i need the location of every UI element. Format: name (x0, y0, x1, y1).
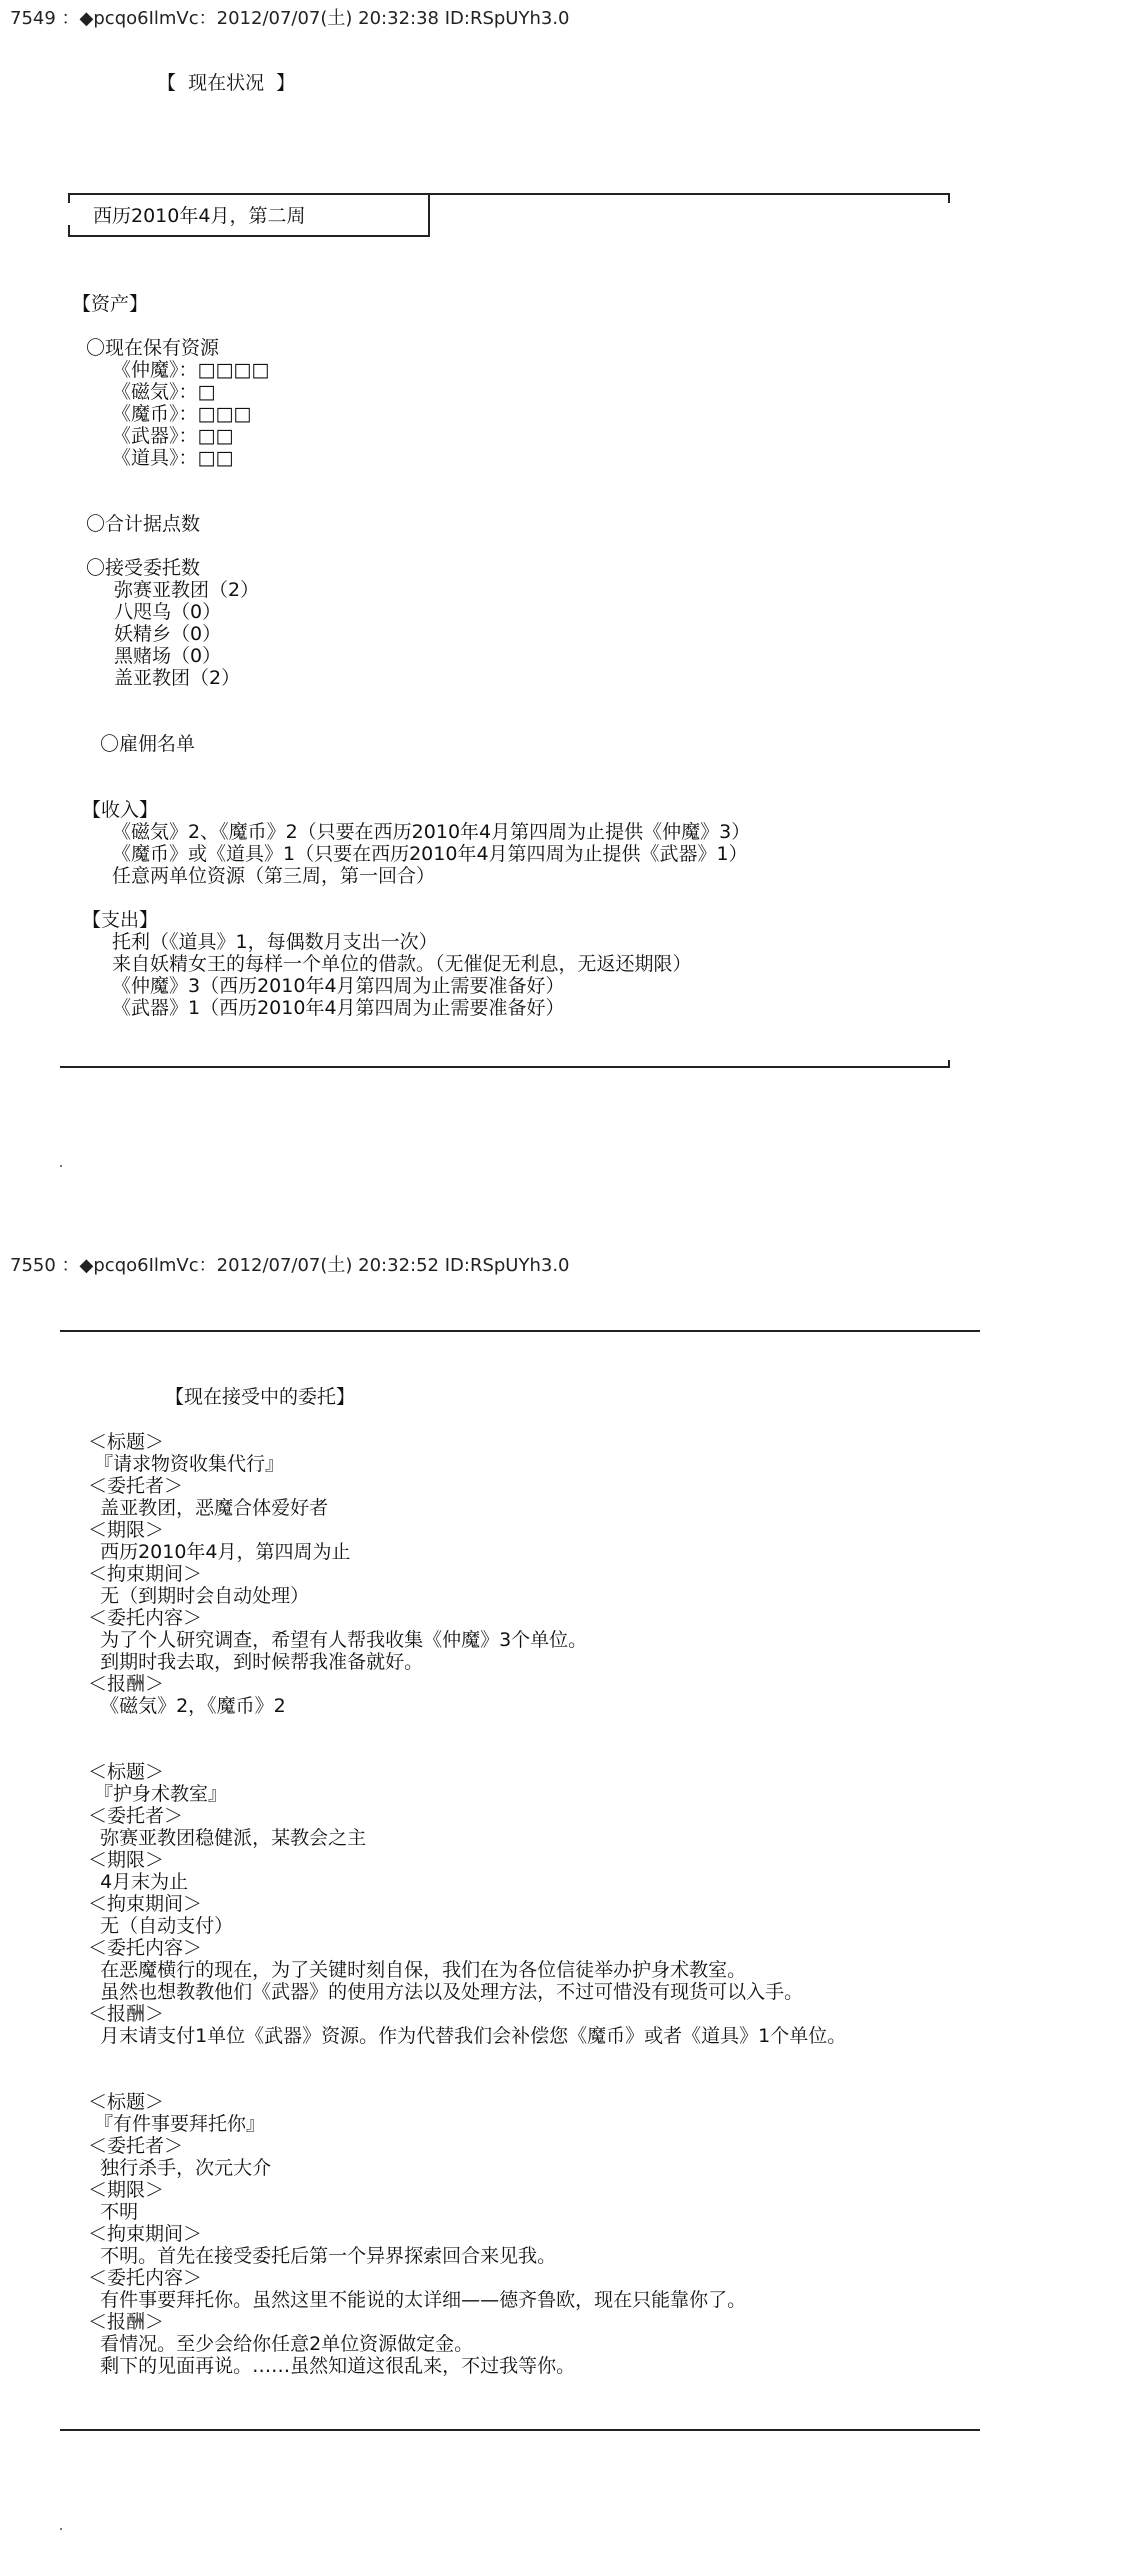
bottom-rule (60, 2429, 980, 2431)
assets-heading: 【资产】 (72, 293, 149, 315)
expense-line: 《仲魔》3（西历2010年4月第四周为止需要准备好） (112, 975, 565, 997)
request-field-label: ＜标题＞ (88, 2091, 165, 2113)
request-field-value: 《磁気》2，《魔币》2 (88, 1695, 286, 1717)
request-field-label: ＜拘束期间＞ (88, 2223, 203, 2245)
frame-left-tick (68, 193, 70, 203)
request-field-label: ＜标题＞ (88, 1761, 165, 1783)
expense-line: 来自妖精女王的每样一个单位的借款。（无催促无利息，无返还期限） (112, 953, 692, 975)
request-field-label: ＜期限＞ (88, 1519, 165, 1541)
accepted-item: 黑赌场（0） (114, 645, 222, 667)
accepted-item: 弥赛亚教团（2） (114, 579, 260, 601)
request-field-label: ＜委托者＞ (88, 2135, 184, 2157)
date-box-text: 西历2010年4月，第二周 (93, 205, 306, 227)
request-field-value: 无（到期时会自动处理） (88, 1585, 310, 1607)
request-field-label: ＜标题＞ (88, 1431, 165, 1453)
request-field-value: 有件事要拜托你。虽然这里不能说的太详细——德齐鲁欧，现在只能靠你了。 (88, 2289, 747, 2311)
request-field-label: ＜期限＞ (88, 1849, 165, 1871)
holding-item: 《魔币》：□□□ (112, 403, 252, 425)
frame-top-border (68, 193, 950, 195)
income-line: 《磁気》2、《魔币》2（只要在西历2010年4月第四周为止提供《仲魔》3） (112, 821, 751, 843)
request-field-label: ＜报酬＞ (88, 2003, 165, 2025)
frame-bottom-border (60, 1066, 950, 1068)
holding-label: 〇现在保有资源 (86, 337, 220, 359)
date-box-divider (428, 193, 430, 237)
frame-bottom-tick (948, 1060, 950, 1068)
income-heading: 【收入】 (82, 799, 159, 821)
accepted-item: 妖精乡（0） (114, 623, 222, 645)
request-field-label: ＜委托内容＞ (88, 2267, 203, 2289)
request-field-label: ＜委托者＞ (88, 1805, 184, 1827)
separator-dot (60, 1165, 62, 1167)
holding-item: 《武器》：□□ (112, 425, 234, 447)
request-field-value: 不明 (88, 2201, 139, 2223)
request-field-value: 弥赛亚教团稳健派，某教会之主 (88, 1827, 367, 1849)
request-field-value: 看情况。至少会给你任意2单位资源做定金。 (88, 2333, 474, 2355)
expense-line: 《武器》1（西历2010年4月第四周为止需要准备好） (112, 997, 565, 1019)
request-field-value: 盖亚教团，恶魔合体爱好者 (88, 1497, 329, 1519)
request-field-label: ＜报酬＞ (88, 1673, 165, 1695)
request-field-label: ＜期限＞ (88, 2179, 165, 2201)
accepted-item: 盖亚教团（2） (114, 667, 241, 689)
request-field-value: 到期时我去取，到时候帮我准备就好。 (88, 1651, 424, 1673)
request-field-value: 4月末为止 (88, 1871, 189, 1893)
request-field-value: 西历2010年4月，第四周为止 (88, 1541, 351, 1563)
total-bases-label: 〇合计据点数 (86, 513, 201, 535)
section-title: 【现在接受中的委托】 (165, 1386, 356, 1408)
request-field-value: 虽然也想教教他们《武器》的使用方法以及处理方法，不过可惜没有现货可以入手。 (88, 1981, 804, 2003)
request-field-value: 独行杀手，次元大介 (88, 2157, 272, 2179)
page-title: 【 现在状况 】 (157, 72, 296, 94)
holding-item: 《磁気》：□ (112, 381, 216, 403)
frame-right-tick (948, 193, 950, 203)
income-line: 任意两单位资源（第三周，第一回合） (112, 865, 436, 887)
request-field-value: 无（自动支付） (88, 1915, 234, 1937)
post-header: 7550 ：◆pcqo6IlmVc：2012/07/07(土) 20:32:52 ID:RSpUYh3.0 (10, 1255, 570, 1276)
request-field-label: ＜委托内容＞ (88, 1607, 203, 1629)
request-field-value: 不明。首先在接受委托后第一个异界探索回合来见我。 (88, 2245, 557, 2267)
request-field-label: ＜委托者＞ (88, 1475, 184, 1497)
holding-item: 《仲魔》：□□□□ (112, 359, 270, 381)
request-field-label: ＜委托内容＞ (88, 1937, 203, 1959)
request-field-value: 『护身术教室』 (88, 1783, 228, 1805)
request-field-label: ＜拘束期间＞ (88, 1893, 203, 1915)
post-header: 7549 ：◆pcqo6IlmVc：2012/07/07(土) 20:32:38 ID:RSpUYh3.0 (10, 8, 570, 29)
request-field-value: 月末请支付1单位《武器》资源。作为代替我们会补偿您《魔币》或者《道具》1个单位。 (88, 2025, 847, 2047)
request-field-value: 『请求物资收集代行』 (88, 1453, 285, 1475)
request-field-value: 剩下的见面再说。……虽然知道这很乱来，不过我等你。 (88, 2355, 576, 2377)
income-line: 《魔币》或《道具》1（只要在西历2010年4月第四周为止提供《武器》1） (112, 843, 748, 865)
date-box-bottom (68, 235, 430, 237)
accepted-item: 八咫乌（0） (114, 601, 222, 623)
request-field-label: ＜报酬＞ (88, 2311, 165, 2333)
accepted-label: 〇接受委托数 (86, 557, 201, 579)
top-rule (60, 1330, 980, 1332)
request-field-value: 为了个人研究调查，希望有人帮我收集《仲魔》3个单位。 (88, 1629, 588, 1651)
holding-item: 《道具》：□□ (112, 447, 234, 469)
expense-heading: 【支出】 (82, 909, 159, 931)
request-field-label: ＜拘束期间＞ (88, 1563, 203, 1585)
hire-list-label: 〇雇佣名单 (100, 733, 196, 755)
separator-dot (60, 2528, 62, 2530)
request-field-value: 在恶魔横行的现在，为了关键时刻自保，我们在为各位信徒举办护身术教室。 (88, 1959, 747, 1981)
request-field-value: 『有件事要拜托你』 (88, 2113, 266, 2135)
expense-line: 托利（《道具》1，每偶数月支出一次） (112, 931, 438, 953)
